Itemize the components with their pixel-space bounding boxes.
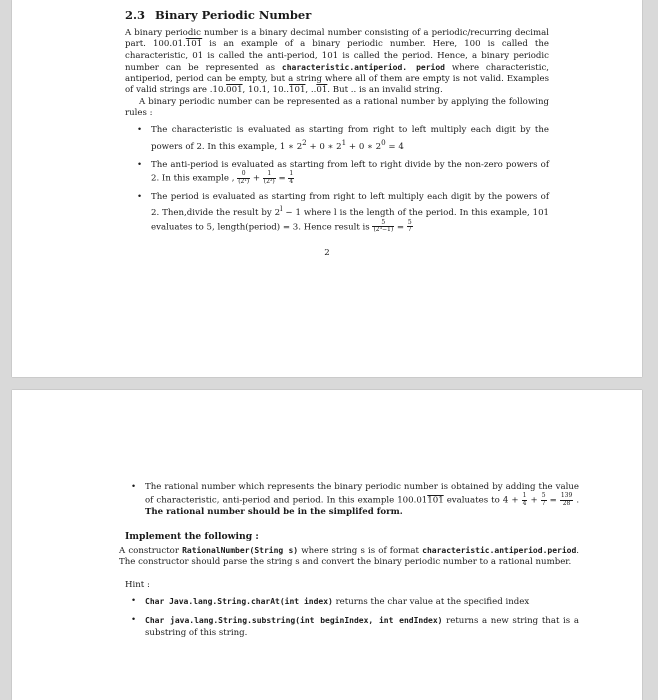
fraction-numerator: 0 [237,171,250,179]
fraction-denominator: 7 [541,499,546,507]
intro-text-4: , 10.1, 10.. [242,85,290,96]
section-number: 2.3 [125,8,146,22]
example-overline-2: 101 [289,85,306,96]
list-item [119,482,579,519]
fraction-denominator: 28 [562,499,571,507]
fraction-numerator: 1 [522,492,527,500]
rule-characteristic-text: The characteristic is evaluated as starting from right to left multiply each digit by the powers of 2. In this example, 1 ∗ 2 [151,125,549,152]
equals-sign: = [396,222,405,233]
bullet-icon: • [131,482,137,492]
fraction [407,220,413,234]
fraction-numerator: 5 [407,218,412,226]
intro-text-2: is an example of a binary periodic number. Here, 100 is called the characteristic, 01 is called the anti-period, 101 is called the period. Hence, a binary periodic number can be represented as [125,39,549,73]
document-page-1 [12,0,642,377]
constructor-text-2: where string s is of format [298,545,423,556]
list-item [125,160,549,185]
example-overline-3: 01 [316,85,328,96]
intro-period-overline: 101 [185,39,203,50]
rule-rational-text-2: evaluates to 4 + [443,495,519,506]
list-item [119,615,579,639]
rule-characteristic-text-2: + 0 ∗ 2 [306,141,342,152]
intro-paragraph [125,28,549,97]
fraction-numerator: 5 [372,220,394,228]
constructor-paragraph [119,545,579,569]
page-2-content [119,482,579,646]
fraction-numerator: 1 [289,170,294,178]
fraction-denominator: 4 [522,499,527,507]
plus-sign: + [530,495,538,506]
exponent: 0 [381,137,386,147]
list-item [119,596,579,608]
hint-label: Hint : [125,580,150,591]
rule-characteristic-text-3: + 0 ∗ 2 [346,141,382,152]
intro-text-6: . But .. is an invalid string. [327,85,443,96]
bullet-icon: • [131,615,137,626]
constructor-signature-code: RationalNumber(String s) [182,545,299,555]
intro-text-3: where characteristic, antiperiod, period can be empty, but a string where all of them are empty is not valid. Examples of valid strings are .10. [125,62,549,96]
hint-charat-text: returns the char value at the specified index [332,597,530,608]
example-overline: 101 [427,495,444,506]
example-overline-1: 001 [226,85,243,96]
fraction [237,171,250,185]
rules-intro-paragraph: A binary periodic number can be represented as a rational number by applying the following rules : [125,96,549,119]
hint-list [119,596,579,639]
format-code: characteristic.antiperiod.period [422,545,577,555]
bullet-icon: • [131,596,137,607]
fraction-denominator: 7 [407,226,412,234]
fraction [372,220,394,234]
format-code: characteristic.antiperiod. period [281,62,445,72]
list-item [125,125,549,152]
rule-rational-text-3: . [573,495,580,506]
fraction-numerator: 5 [541,492,546,500]
fraction-numerator: 139 [560,492,573,500]
fraction-denominator: (2¹) [238,177,250,185]
page-number: 2 [324,248,330,258]
section-heading [125,8,549,22]
constructor-text-1: A constructor [119,545,183,556]
bullet-icon: • [137,159,143,170]
exponent: l [280,204,283,214]
document-page-2 [12,390,642,700]
fraction [288,171,294,185]
fraction [522,493,528,507]
implement-heading: Implement the following : [125,530,259,542]
hint-substring-code: Char java.lang.String.substring(int beginIndex, int endIndex) [145,616,443,626]
plus-sign: + [252,173,261,184]
intro-text-1: A binary periodic number is a binary decimal number consisting of a periodic/recurring decimal part. 100.01. [125,28,549,50]
fraction [560,493,573,507]
rule-rational-text: The rational number which represents the binary periodic number is obtained by adding the value of characteristic, anti-period and period. In this example 100.01 [145,482,579,506]
simplified-form-note: The rational number should be in the simplifed form. [145,507,403,518]
section-title: Binary Periodic Number [155,8,312,22]
equals-sign: = [549,495,557,506]
list-item [125,192,549,233]
hint-charat-code: Char Java.lang.String.charAt(int index) [145,597,333,607]
hint-substring-text: returns a new string that is a substring of this string. [145,616,579,638]
rule-period-text-2: − 1 where l is the length of the period. In this example, 101 evaluates to 5, length(period) = 3. Hence result is [151,208,550,233]
equals-sign: = [278,173,286,184]
rules-list-continued [119,482,579,519]
rules-list [125,125,549,233]
exponent: 1 [341,137,347,147]
fraction-denominator: (2²) [263,177,275,185]
exponent: 2 [302,137,307,147]
intro-text-5: , .. [305,85,317,96]
fraction-denominator: 4 [289,177,294,185]
rule-period-text: The period is evaluated as starting from right to left multiply each digit by the powers of 2. Then,divide the result by 2 [151,192,549,219]
fraction [263,171,276,185]
page-1-content [125,0,549,241]
bullet-icon: • [137,192,143,203]
fraction-denominator: (2³−1) [373,226,394,234]
rule-characteristic-result: = 4 [385,141,404,152]
rule-antiperiod-text: The anti-period is evaluated as starting from left to right divide by the non-zero powers of 2. In this example , [151,159,549,184]
constructor-text-3: . The constructor should parse the string s and convert the binary periodic number to a rational number. [119,545,580,567]
bullet-icon: • [137,125,143,136]
fraction [541,493,547,507]
fraction-numerator: 1 [263,171,276,179]
